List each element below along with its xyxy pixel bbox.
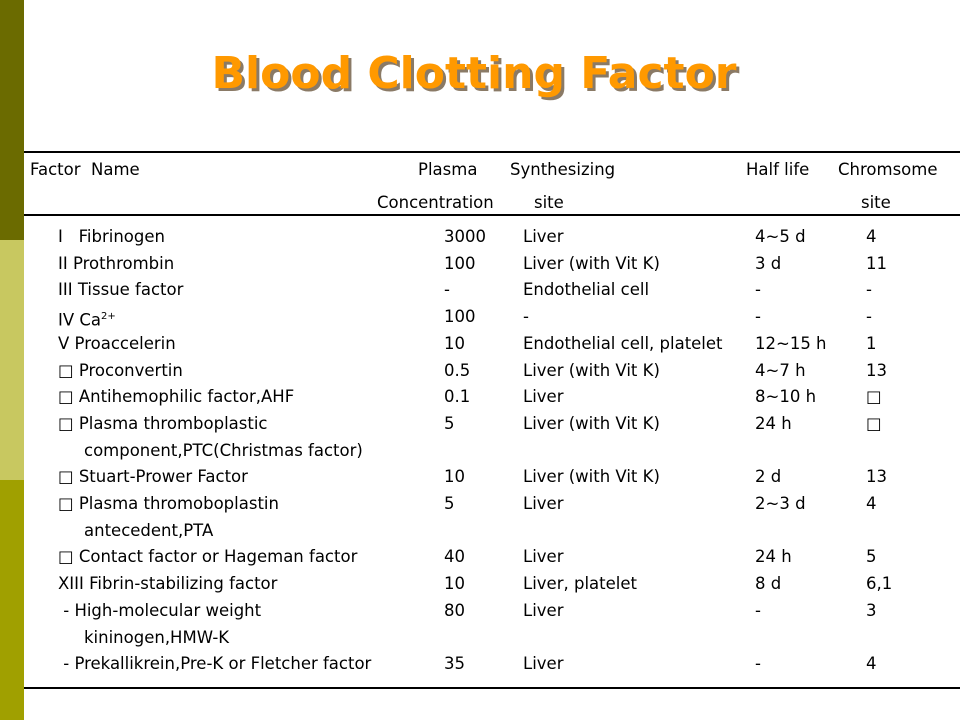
chromosome-cell: 3: [866, 600, 877, 620]
factor-name-cell: □ Proconvertin: [58, 360, 183, 380]
synthesizing-site-cell: Liver (with Vit K): [523, 413, 660, 433]
factor-name-cell: III Tissue factor: [58, 280, 184, 300]
concentration-cell: 100: [444, 307, 476, 327]
chromosome-cell: 4: [866, 227, 877, 246]
half-life-cell: 3 d: [755, 253, 782, 273]
synthesizing-site-cell: Endothelial cell, platelet: [523, 333, 723, 353]
concentration-cell: 0.1: [444, 387, 471, 407]
header-synthesizing: Synthesizing: [510, 160, 616, 179]
concentration-cell: 100: [444, 253, 476, 273]
chromosome-cell: 6,1: [866, 574, 893, 594]
factor-name-cell: V Proaccelerin: [58, 333, 176, 353]
synthesizing-site-cell: Liver: [523, 494, 564, 513]
chromosome-cell: □: [866, 387, 882, 407]
sidebar-segment-top: [0, 0, 24, 240]
header-plasma: Plasma: [418, 160, 478, 179]
concentration-cell: 40: [444, 547, 465, 567]
decorative-sidebar: [0, 0, 24, 720]
half-life-cell: -: [755, 307, 761, 327]
factor-name-continuation: antecedent,PTA: [84, 520, 214, 540]
chromosome-cell: 13: [866, 360, 887, 380]
synthesizing-site-cell: -: [523, 307, 529, 327]
half-life-cell: -: [755, 654, 761, 674]
header-chromsome: Chromsome: [838, 160, 938, 179]
factor-name-cell: - High-molecular weight: [58, 600, 262, 620]
half-life-cell: 2~3 d: [755, 494, 806, 513]
header-chromsome-site: site: [861, 193, 891, 212]
factor-name-cell: □ Contact factor or Hageman factor: [58, 547, 358, 567]
factor-name-continuation: component,PTC(Christmas factor): [84, 440, 363, 460]
factor-name-cell: □ Plasma thromboplastic: [58, 413, 268, 433]
synthesizing-site-cell: Liver: [523, 654, 564, 674]
concentration-cell: 10: [444, 333, 465, 353]
synthesizing-site-cell: Liver (with Vit K): [523, 253, 660, 273]
factor-name-cell: XIII Fibrin-stabilizing factor: [58, 574, 278, 594]
chromosome-cell: -: [866, 307, 872, 327]
half-life-cell: 24 h: [755, 413, 792, 433]
table-top-rule: [24, 151, 960, 153]
chromosome-cell: 1: [866, 333, 877, 353]
synthesizing-site-cell: Endothelial cell: [523, 280, 650, 300]
factor-name-continuation: kininogen,HMW-K: [84, 627, 230, 647]
half-life-cell: 2 d: [755, 467, 782, 487]
half-life-cell: -: [755, 280, 761, 300]
header-concentration: Concentration: [377, 193, 494, 212]
synthesizing-site-cell: Liver (with Vit K): [523, 467, 660, 487]
concentration-cell: 0.5: [444, 360, 471, 380]
half-life-cell: 8 d: [755, 574, 782, 594]
half-life-cell: 4~5 d: [755, 227, 806, 246]
header-factor-name: Factor Name: [30, 160, 140, 179]
factor-name-cell: I Fibrinogen: [58, 227, 165, 246]
synthesizing-site-cell: Liver: [523, 547, 564, 567]
chromosome-cell: □: [866, 413, 882, 433]
concentration-cell: 10: [444, 467, 465, 487]
header-site: site: [534, 193, 564, 212]
sidebar-segment-middle: [0, 240, 24, 480]
synthesizing-site-cell: Liver, platelet: [523, 574, 637, 594]
concentration-cell: -: [444, 280, 450, 300]
concentration-cell: 35: [444, 654, 465, 674]
sidebar-segment-bottom: [0, 480, 24, 720]
synthesizing-site-cell: Liver: [523, 600, 564, 620]
concentration-cell: 10: [444, 574, 465, 594]
half-life-cell: 12~15 h: [755, 333, 827, 353]
factor-name-cell: □ Antihemophilic factor,AHF: [58, 387, 295, 407]
half-life-cell: -: [755, 600, 761, 620]
factor-name-cell: □ Plasma thromoboplastin: [58, 494, 279, 513]
chromosome-cell: 4: [866, 654, 877, 674]
superscript-charge: 2+: [101, 311, 116, 323]
chromosome-cell: -: [866, 280, 872, 300]
table-bottom-rule: [24, 687, 960, 689]
header-bottom-rule: [24, 214, 960, 216]
factor-name-cell: - Prekallikrein,Pre-K or Fletcher factor: [58, 654, 372, 674]
factor-name-cell: II Prothrombin: [58, 253, 175, 273]
concentration-cell: 5: [444, 413, 455, 433]
chromosome-cell: 4: [866, 494, 877, 513]
concentration-cell: 80: [444, 600, 465, 620]
half-life-cell: 8~10 h: [755, 387, 817, 407]
factor-name-cell: □ Stuart-Prower Factor: [58, 467, 248, 487]
page-title: Blood Clotting Factor: [211, 48, 737, 99]
synthesizing-site-cell: Liver: [523, 227, 564, 246]
concentration-cell: 3000: [444, 227, 486, 246]
header-half-life: Half life: [746, 160, 810, 179]
synthesizing-site-cell: Liver (with Vit K): [523, 360, 660, 380]
chromosome-cell: 13: [866, 467, 887, 487]
chromosome-cell: 5: [866, 547, 877, 567]
half-life-cell: 24 h: [755, 547, 792, 567]
factor-name-cell: IV $Ca^{2+}$: [58, 310, 116, 330]
synthesizing-site-cell: Liver: [523, 387, 564, 407]
chromosome-cell: 11: [866, 253, 887, 273]
half-life-cell: 4~7 h: [755, 360, 806, 380]
concentration-cell: 5: [444, 494, 455, 513]
